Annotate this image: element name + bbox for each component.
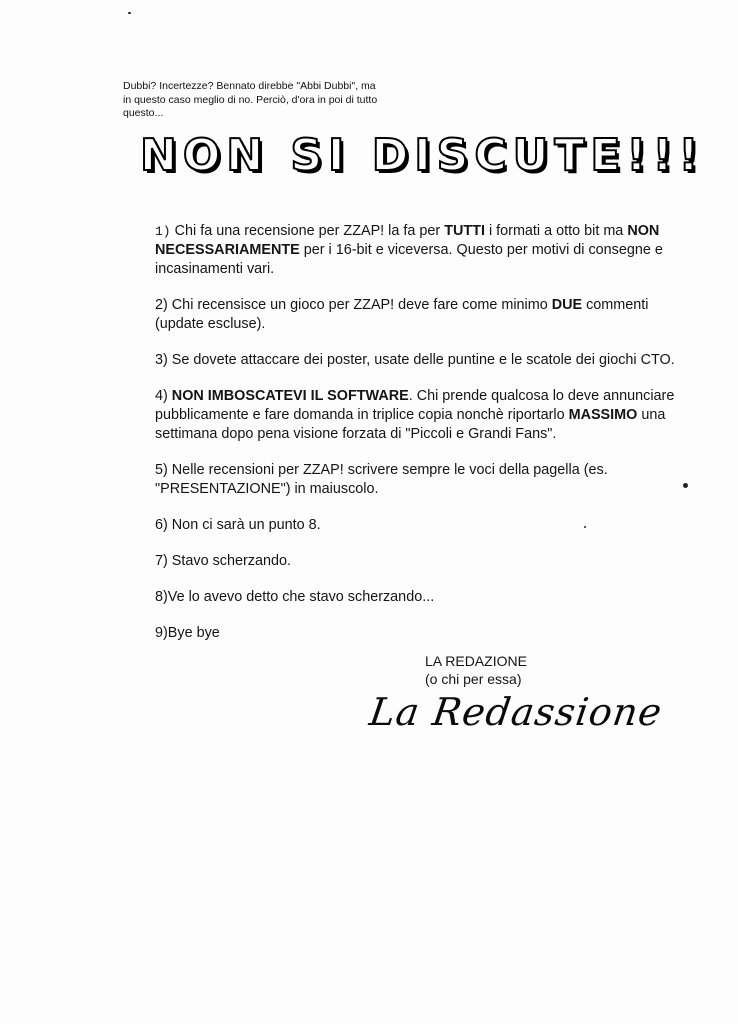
headline-title: NON SI DISCUTE!!! xyxy=(140,130,705,181)
scan-speck xyxy=(128,12,131,14)
rule-4-text-c: una settimana dopo pena visione forzata di "Piccoli e Grandi Fans". xyxy=(155,407,666,442)
rules-list xyxy=(155,222,700,660)
intro-line-2: in questo caso meglio di no. Perciò, d'ora in poi di tutto xyxy=(123,93,378,106)
rule-2-text-b: commenti (update escluse). xyxy=(155,297,649,332)
rule-1-text-b: i formati a otto bit ma xyxy=(484,223,628,239)
rule-1-text-c: per i 16-bit e viceversa. Questo per motivi di consegne e incasinamenti vari. xyxy=(155,242,663,277)
rule-5: 5) Nelle recensioni per ZZAP! scrivere sempre le voci della pagella (es. "PRESENTAZIONE") in maiuscolo. xyxy=(155,462,608,497)
rule-1-bold-a: TUTTI xyxy=(444,223,485,239)
rule-4-bold-a: NON IMBOSCATEVI IL SOFTWARE xyxy=(171,388,409,404)
rule-6: 6) Non ci sarà un punto 8. xyxy=(155,517,321,533)
intro-paragraph xyxy=(123,80,423,121)
signoff-block xyxy=(425,652,527,688)
rule-4-text-b: . Chi prende qualcosa lo deve annunciare pubblicamente e fare domanda in triplice copia nonchè riportarlo xyxy=(155,388,675,423)
intro-line-1: Dubbi? Incertezze? Bennato direbbe "Abbi Dubbi", ma xyxy=(123,80,376,92)
scan-speck xyxy=(584,526,586,528)
rule-7: 7) Stavo scherzando. xyxy=(155,553,291,569)
rule-2 xyxy=(155,296,700,334)
rule-8: 8)Ve lo avevo detto che stavo scherzando... xyxy=(155,589,435,605)
rule-3: 3) Se dovete attaccare dei poster, usate delle puntine e le scatole dei giochi CTO. xyxy=(155,352,675,368)
rule-2-bold: DUE xyxy=(551,297,583,313)
intro-line-3: questo... xyxy=(123,107,164,119)
rule-1 xyxy=(155,222,700,279)
rule-1-bold-b: NON NECESSARIAMENTE xyxy=(155,223,660,258)
rule-2-text-a: 2) Chi recensisce un gioco per ZZAP! deve fare come minimo xyxy=(155,297,552,313)
handwritten-signature: La Redassione xyxy=(366,690,666,734)
signoff-line-1: LA REDAZIONE xyxy=(425,653,527,669)
rule-4-bold-b: MASSIMO xyxy=(568,407,638,423)
rule-9: 9)Bye bye xyxy=(155,625,220,641)
signoff-line-2: (o chi per essa) xyxy=(425,671,522,687)
rule-1-text-a: Chi fa una recensione per ZZAP! la fa per xyxy=(170,223,445,239)
rule-4-text-a: 4) xyxy=(155,388,172,404)
scan-speck xyxy=(683,483,688,488)
rule-4 xyxy=(155,387,700,444)
rule-1-number: 1) xyxy=(155,224,171,239)
